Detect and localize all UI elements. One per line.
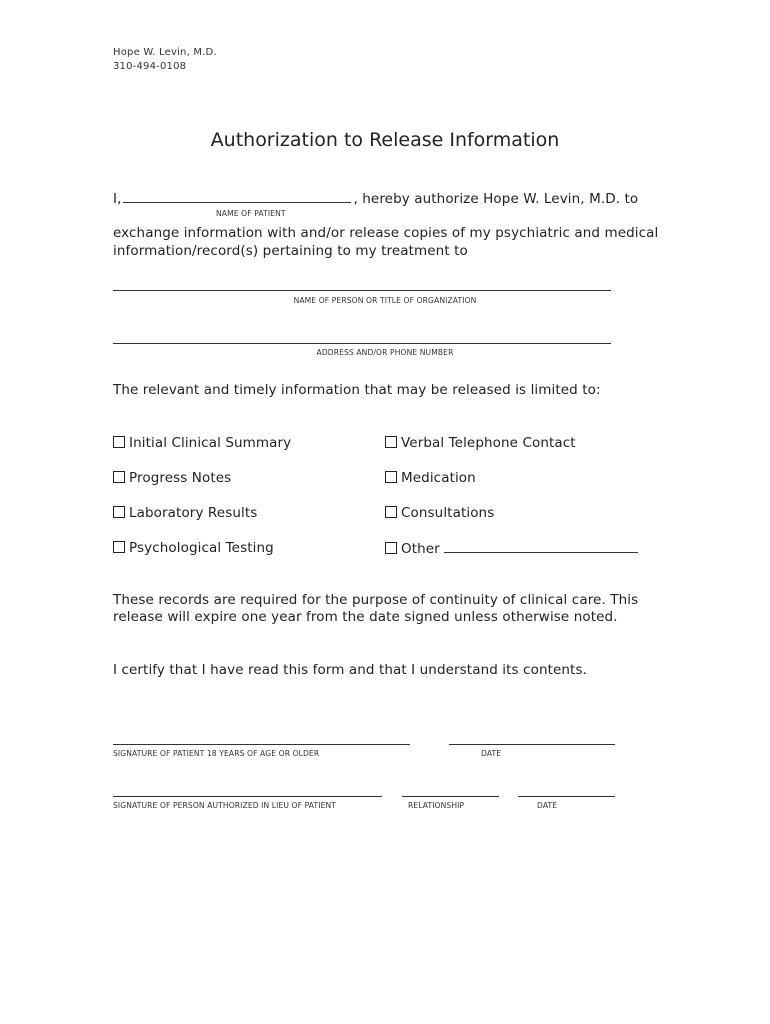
checkbox-box[interactable] — [113, 471, 125, 483]
checkbox-box[interactable] — [385, 506, 397, 518]
doctor-name: Hope W. Levin, M.D. — [113, 47, 217, 58]
limited-text: The relevant and timely information that may be released is limited to: — [113, 382, 601, 398]
relationship-field[interactable] — [402, 796, 499, 797]
checkbox-initial-clinical-summary[interactable]: Initial Clinical Summary — [113, 435, 291, 451]
intro-line-2: exchange information with and/or release copies of my psychiatric and medical — [113, 225, 659, 241]
checkbox-box[interactable] — [385, 436, 397, 448]
relationship-label: RELATIONSHIP — [408, 801, 465, 810]
intro-suffix: , hereby authorize Hope W. Levin, M.D. to — [353, 191, 639, 207]
checkbox-box[interactable] — [385, 542, 397, 554]
checkbox-other[interactable]: Other — [385, 540, 638, 557]
checkbox-laboratory-results[interactable]: Laboratory Results — [113, 505, 257, 521]
checkbox-progress-notes[interactable]: Progress Notes — [113, 470, 231, 486]
authorized-signature-label: SIGNATURE OF PERSON AUTHORIZED IN LIEU OF PATIENT — [113, 801, 336, 810]
checkbox-medication[interactable]: Medication — [385, 470, 476, 486]
recipient-field[interactable] — [113, 290, 611, 291]
checkbox-consultations[interactable]: Consultations — [385, 505, 494, 521]
authorized-signature-field[interactable] — [113, 796, 382, 797]
patient-name-label: NAME OF PATIENT — [216, 209, 286, 218]
patient-name-field[interactable] — [123, 190, 351, 203]
form-title: Authorization to Release Information — [210, 129, 560, 151]
address-field[interactable] — [113, 343, 611, 344]
date-field-2[interactable] — [518, 796, 615, 797]
checkbox-box[interactable] — [385, 471, 397, 483]
checkbox-verbal-telephone-contact[interactable]: Verbal Telephone Contact — [385, 435, 576, 451]
certify-text: I certify that I have read this form and that I understand its contents. — [113, 662, 587, 678]
patient-signature-label: SIGNATURE OF PATIENT 18 YEARS OF AGE OR OLDER — [113, 749, 320, 758]
date-field-1[interactable] — [449, 744, 615, 745]
checkbox-box[interactable] — [113, 506, 125, 518]
purpose-line-2: release will expire one year from the date signed unless otherwise noted. — [113, 609, 618, 625]
date-label-2: DATE — [537, 801, 558, 810]
other-specify-field[interactable] — [444, 540, 638, 553]
checkbox-psychological-testing[interactable]: Psychological Testing — [113, 540, 274, 556]
intro-prefix: I, — [113, 191, 122, 207]
doctor-phone: 310-494-0108 — [113, 61, 187, 72]
date-label-1: DATE — [481, 749, 502, 758]
purpose-line-1: These records are required for the purpose of continuity of clinical care. This — [113, 592, 639, 608]
checkbox-box[interactable] — [113, 436, 125, 448]
recipient-label: NAME OF PERSON OR TITLE OF ORGANIZATION — [293, 296, 477, 305]
checkbox-box[interactable] — [113, 541, 125, 553]
patient-signature-field[interactable] — [113, 744, 410, 745]
intro-line-3: information/record(s) pertaining to my treatment to — [113, 243, 468, 259]
intro-line — [113, 190, 638, 207]
address-label: ADDRESS AND/OR PHONE NUMBER — [316, 348, 454, 357]
